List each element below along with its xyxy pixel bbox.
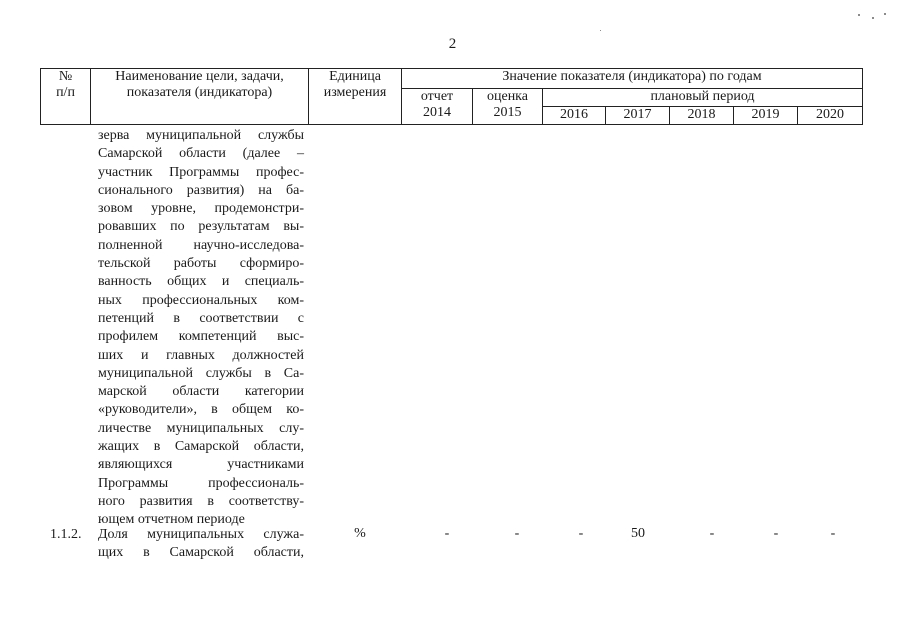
scan-speck <box>884 13 886 15</box>
value-2018: - <box>709 526 715 541</box>
header-year-2019: 2019 <box>734 107 798 125</box>
header-report: отчет 2014 <box>402 89 473 125</box>
value-2016: - <box>578 526 584 541</box>
row-number: 1.1.2. <box>50 527 82 542</box>
scan-speck <box>872 17 874 19</box>
header-year-2020: 2020 <box>798 107 863 125</box>
page-number: 2 <box>448 36 457 52</box>
header-estimate: оценка 2015 <box>473 89 543 125</box>
value-2020: - <box>830 526 836 541</box>
value-2015: - <box>514 526 520 541</box>
header-number: № п/п <box>41 69 91 125</box>
value-2019: - <box>773 526 779 541</box>
header-year-2018: 2018 <box>670 107 734 125</box>
indicator-table-header <box>40 68 863 125</box>
scan-speck <box>600 30 601 31</box>
header-name: Наименование цели, задачи, показателя (индикатора) <box>91 69 309 125</box>
value-2017: 50 <box>631 526 645 541</box>
header-plan-period: плановый период <box>543 89 863 107</box>
row-unit: % <box>354 526 366 541</box>
header-year-2016: 2016 <box>543 107 606 125</box>
continuation-text: зерва муниципальной службы Самарской области (далее – участник Программы профес- сионального развития) на ба- зовом уровне, продемонстри- ровавших по результатам вы- полненной научно-исследова- тельской работы сформиро- ванность общих и специаль- ных профессиональных ком- петенций в соответствии с профилем компетенций выс- ших и главных должностей муниципальной службы в Са- марской области категории «руководители», в общем ко- личестве муниципальных слу- жащих в Самарской области, являющихся участниками Программы профессиональ- ного развития в соответству- ющем отчетном периоде <box>98 128 304 528</box>
scan-speck <box>858 14 860 16</box>
header-values: Значение показателя (индикатора) по годам <box>402 69 863 89</box>
row-indicator-name: Доля муниципальных служа- щих в Самарской области, <box>98 527 304 560</box>
value-2014: - <box>444 526 450 541</box>
header-unit: Единица измерения <box>309 69 402 125</box>
header-year-2017: 2017 <box>606 107 670 125</box>
